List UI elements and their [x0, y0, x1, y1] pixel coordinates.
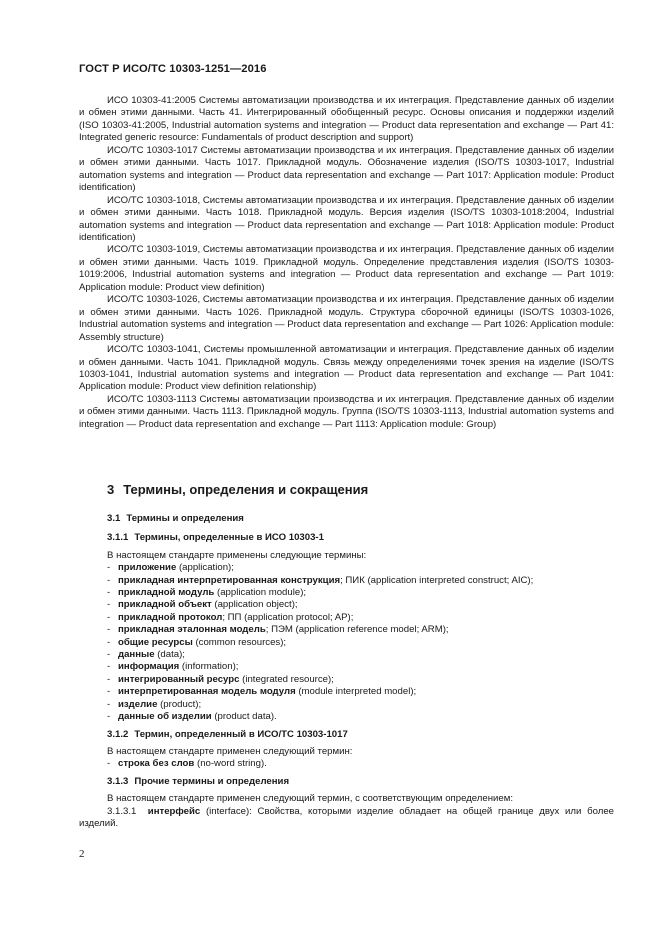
terms-list: [79, 562, 614, 723]
reference-paragraph: ИСО/ТС 10303-1018, Системы автоматизации производства и их интеграция. Представление данных об изделии и обмен этими данными. Часть 1018. Прикладной модуль. Версия изделия (ISO/TS 10303-1018:2004, Industrial automation systems and integration — Product data representation and exchange — Part 1018: Application module: Product identification): [79, 194, 614, 243]
subsection-number: 3.1.1: [107, 532, 129, 544]
normative-references: [79, 95, 614, 431]
list-item: - прикладная эталонная модель; ПЭМ (application reference model; ARM);: [107, 624, 449, 636]
section-heading: [107, 482, 368, 497]
reference-paragraph: ИСО 10303-41:2005 Системы автоматизации производства и их интеграция. Представление данных об изделии и обмен этими данными. Часть 41. Интегрированный обобщенный ресурс. Основы описания и поддержки изделий (ISO 10303-41:2005, Industrial automation systems and integration — Product data representation and exchange — Part 41: Integrated generic resource: Fundamentals of product description and support): [79, 95, 614, 144]
list-item: - прикладная интерпретированная конструкция; ПИК (application interpreted construct; AIC);: [107, 574, 534, 586]
definition-text: (interface): Свойства, которыми изделие обладает на общей границе двух или более изделий.: [79, 805, 614, 829]
terms-intro: В настоящем стандарте применен следующий термин, с соответствующим определением:: [107, 793, 513, 805]
list-item: - изделие (product);: [107, 698, 202, 710]
list-item: - интерпретированная модель модуля (module interpreted model);: [107, 686, 417, 698]
reference-paragraph: ИСО/ТС 10303-1017 Системы автоматизации производства и их интеграция. Представление данных об изделии и обмен этими данными. Часть 1017. Прикладной модуль. Обозначение изделия (ISO/TS 10303-1017, Industrial automation systems and integration — Product data representation and exchange — Part 1017: Application module: Product identification): [79, 144, 614, 194]
subsection-number: 3.1: [107, 513, 121, 524]
list-item: - информация (information);: [107, 661, 239, 673]
list-item: - приложение (application);: [107, 562, 234, 574]
subsection-number: 3.1.2: [107, 728, 129, 740]
subsection-number: 3.1.3: [107, 775, 129, 787]
subsection-heading-3-1-1: [79, 532, 614, 544]
term-definition: [79, 806, 614, 831]
list-item: - общие ресурсы (common resources);: [107, 636, 287, 648]
list-item: - прикладной модуль (application module);: [107, 587, 307, 599]
list-item: - прикладной объект (application object);: [107, 599, 298, 611]
reference-paragraph: ИСО/ТС 10303-1041, Системы промышленной автоматизации и интеграция. Представление данных об изделии и обмен данными. Часть 1041. Прикладной модуль. Связь между определениями точек зрения на изделие (ISO/TS 10303-1041, Industrial automation systems and integration — Product data representation and exchange — Part 1041: Application module: Product view definition relationship): [79, 344, 614, 393]
terms-intro: В настоящем стандарте применен следующий термин:: [107, 745, 353, 757]
document-header: ГОСТ Р ИСО/ТС 10303-1251—2016: [79, 63, 267, 75]
list-item: - данные (data);: [107, 649, 185, 661]
terms-list: [79, 758, 614, 770]
section-number: 3: [107, 482, 115, 497]
subsection-heading-3-1: [79, 513, 614, 525]
definition-number: 3.1.3.1: [107, 805, 137, 817]
subsection-heading-3-1-3: [79, 776, 614, 788]
reference-paragraph: ИСО/ТС 10303-1113 Системы автоматизации производства и их интеграция. Представление данных об изделии и обмен этими данными. Часть 1113. Прикладной модуль. Группа (ISO/TS 10303-1113, Industrial automation systems and integration — Product data representation and exchange — Part 1113: Application module: Group): [79, 393, 614, 430]
reference-paragraph: ИСО/ТС 10303-1019, Системы автоматизации производства и их интеграция. Представление данных об изделии и обмен этими данными. Часть 1019. Прикладной модуль. Определение представления изделия (ISO/TS 10303-1019:2006, Industrial automation systems and integration — Product data representation and exchange — Part 1019: Application module: Product view definition): [79, 244, 614, 293]
definition-term: интерфейс: [147, 805, 201, 817]
subsection-title: Термин, определенный в ИСО/ТС 10303-1017: [134, 728, 348, 740]
terms-intro: В настоящем стандарте применены следующие термины:: [107, 549, 367, 561]
subsection-heading-3-1-2: [79, 729, 614, 741]
section-title: Термины, определения и сокращения: [123, 482, 369, 497]
page-number: 2: [79, 848, 85, 860]
section-content: [79, 513, 614, 830]
subsection-title: Термины, определенные в ИСО 10303-1: [134, 532, 324, 544]
reference-paragraph: ИСО/ТС 10303-1026, Системы автоматизации производства и их интеграция. Представление данных об изделии и обмен этими данными. Часть 1026. Прикладной модуль. Структура сборочной единицы (ISO/TS 10303-1026, Industrial automation systems and integration — Product data representation and exchange — Part 1026: Application module: Assembly structure): [79, 294, 614, 343]
list-item: - прикладной протокол; ПП (application protocol; AP);: [107, 611, 354, 623]
list-item: - интегрированный ресурс (integrated resource);: [107, 673, 334, 685]
list-item: - данные об изделии (product data).: [107, 711, 277, 723]
list-item: - строка без слов (no-word string).: [107, 758, 267, 770]
subsection-title: Прочие термины и определения: [134, 775, 290, 787]
subsection-title: Термины и определения: [126, 513, 244, 524]
